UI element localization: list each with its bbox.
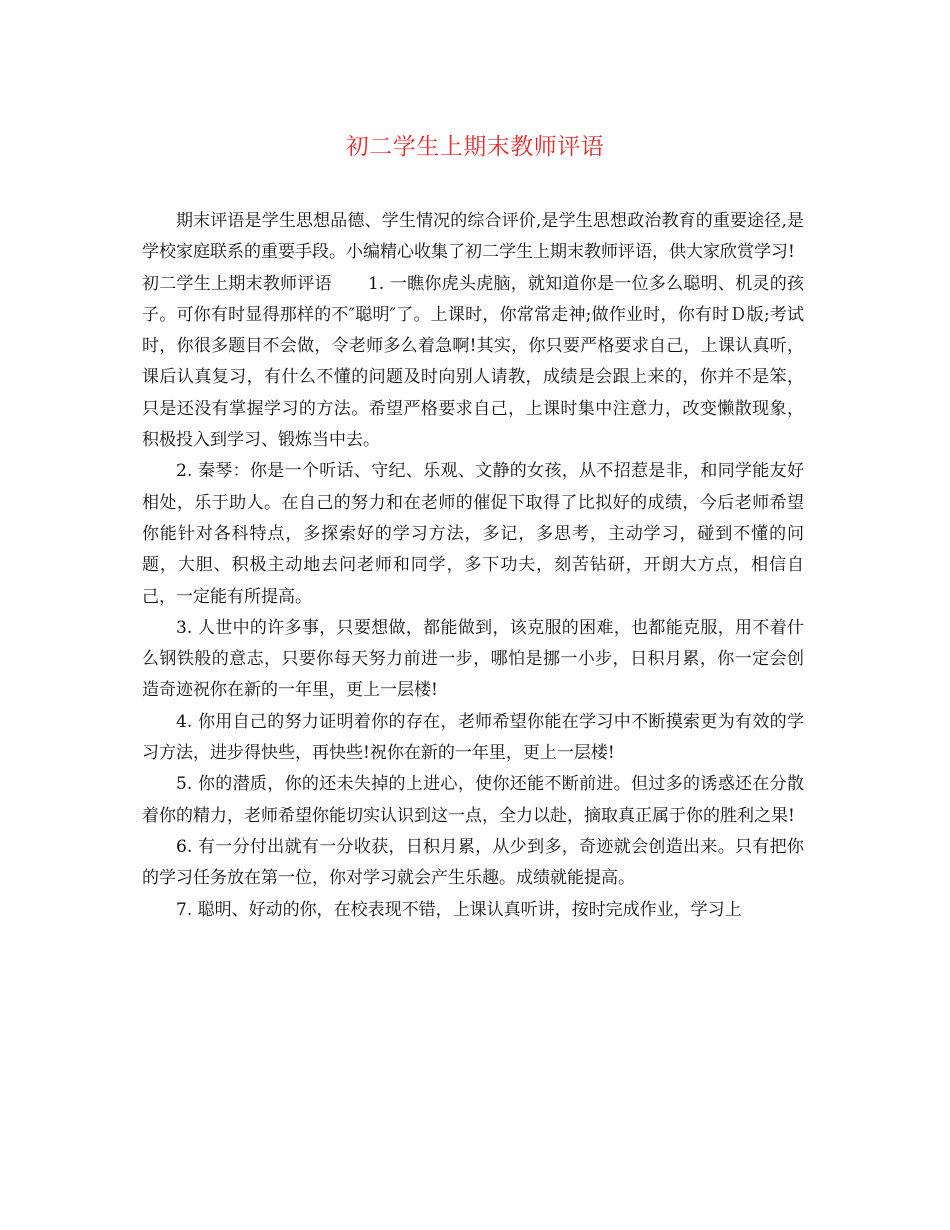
paragraph-item-7: 7. 聪明、好动的你，在校表现不错，上课认真听讲，按时完成作业，学习上 (176, 899, 742, 920)
paragraph-item-4: 4. 你用自己的努力证明着你的存在，老师希望你能在学习中不断摸索更为有效的学习方法，进步得快些，再快些!祝你在新的一年里，更上一层楼! (142, 711, 804, 764)
paragraph-item-2: 2. 秦琴：你是一个听话、守纪、乐观、文静的女孩，从不招惹是非，和同学能友好相处，乐于助人。在自己的努力和在老师的催促下取得了比拟好的成绩，今后老师希望你能针对各科特点，多探索好的学习方法，多记，多思考，主动学习，碰到不懂的问题，大胆、积极主动地去问老师和同学，多下功夫，刻苦钻研，开朗大方点，相信自己，一定能有所提高。 (142, 461, 804, 607)
paragraph-item-6: 6. 有一分付出就有一分收获，日积月累，从少到多，奇迹就会创造出来。只有把你的学习任务放在第一位，你对学习就会产生乐趣。成绩就能提高。 (142, 836, 804, 889)
item-1-text: 1. 一瞧你虎头虎脑，就知道你是一位多么聪明、机灵的孩子。可你有时显得那样的不″聪明″了。上课时，你常常走神;做作业时，你有时Ｄ版;考试时，你很多题目不会做，令老师多么着急啊!其实，你只要严格要求自己，上课认真听，课后认真复习，有什么不懂的问题及时向别人请教，成绩是会跟上来的，你并不是笨，只是还没有掌握学习的方法。希望严格要求自己，上课时集中注意力，改变懒散现象，积极投入到学习、锻炼当中去。 (142, 273, 805, 451)
section-heading: 初二学生上期末教师评语 (142, 273, 332, 294)
paragraph-item-1 (142, 269, 804, 457)
document-title: 初二学生上期末教师评语 (345, 134, 605, 160)
paragraph-item-5: 5. 你的潜质，你的还未失掉的上进心，使你还能不断前进。但过多的诱惑还在分散着你的精力，老师希望你能切实认识到这一点，全力以赴，摘取真正属于你的胜利之果! (142, 774, 804, 826)
paragraph-item-3: 3. 人世中的许多事，只要想做，都能做到，该克服的困难，也都能克服，用不着什么钢铁般的意志，只要你每天努力前进一步，哪怕是挪一小步，日积月累，你一定会创造奇迹祝你在新的一年里，更上一层楼! (142, 617, 804, 701)
intro-paragraph: 期末评语是学生思想品德、学生情况的综合评价,是学生思想政治教育的重要途径,是学校家庭联系的重要手段。小编精心收集了初二学生上期末教师评语，供大家欣赏学习! (142, 211, 804, 263)
document-body (142, 206, 804, 926)
